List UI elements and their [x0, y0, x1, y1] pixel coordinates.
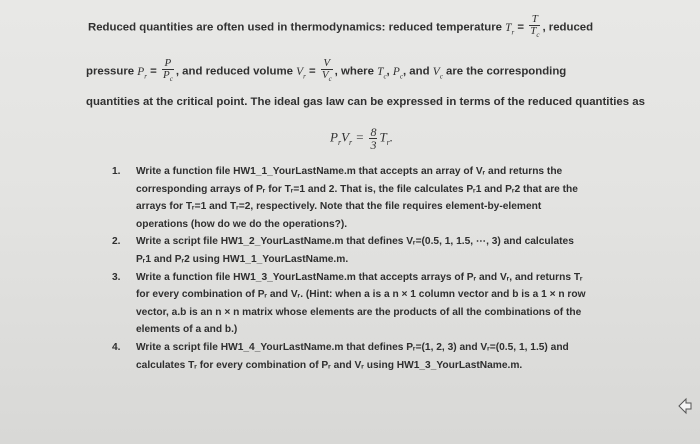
reduced-temperature-symbol: $T_r$	[505, 21, 515, 36]
critical-volume-symbol: $V_c$	[432, 65, 443, 80]
item-line: operations (how do we do the operations?).	[136, 218, 348, 230]
intro-text: , reduced	[542, 21, 594, 34]
equals-sign: =	[309, 65, 316, 78]
item-line: Write a script file HW1_2_YourLastName.m that defines Vᵣ=(0.5, 1, 1.5, ⋯, 3) and calculates	[136, 236, 574, 248]
pressure-fraction: $\frac{P}{P_c}$	[163, 57, 173, 84]
equals-sign: =	[517, 21, 525, 34]
intro-line-2: pressure $P_r$ = $\frac{P}{P_c}$ , and reduced volume $V_r$ = $\frac{V}{V_c}$ , where $T_c$, $P_c$, and $V_c$ are the corresponding	[86, 57, 567, 84]
temperature-fraction: $\frac{T}{T_c}$	[530, 13, 540, 40]
item-line: for every combination of Pᵣ and Vᵣ. (Hint: when a is a n × 1 column vector and b is a 1 × n row	[136, 289, 586, 301]
intro-text: , and	[402, 65, 430, 78]
task-item-4	[112, 339, 652, 374]
item-number: 1.	[112, 166, 121, 177]
task-item-1	[112, 163, 652, 233]
reduced-gas-law-formula: $P_rV_r$ = $\frac{8}{3}$ $T_r$.	[330, 125, 394, 152]
task-item-3	[112, 269, 652, 339]
item-line: vector, a.b is an n × n matrix whose elements are the products of all the combinations of the	[136, 306, 582, 318]
intro-line-1	[88, 14, 593, 41]
item-line: Write a function file HW1_1_YourLastName.m that accepts an array of Vᵣ and returns the	[136, 166, 563, 177]
reduced-volume-symbol: $V_r$	[296, 65, 306, 80]
item-number: 4.	[112, 341, 121, 353]
equals-sign: =	[150, 65, 157, 78]
item-line: Write a function file HW1_3_YourLastName.m that accepts arrays of Pᵣ and Vᵣ, and returns Tᵣ	[136, 271, 583, 283]
item-line: arrays for Tᵣ=1 and Tᵣ=2, respectively. Note that the file requires element-by-element	[136, 201, 542, 213]
intro-text: , where	[334, 65, 374, 78]
task-list	[112, 163, 652, 374]
intro-text: pressure	[86, 65, 135, 78]
item-line: Write a script file HW1_4_YourLastName.m that defines Pᵣ=(1, 2, 3) and Vᵣ=(0.5, 1, 1.5) and	[136, 341, 569, 353]
task-item-2	[112, 233, 652, 268]
intro-text: are the corresponding	[445, 65, 567, 78]
critical-pressure-symbol: $P_c$	[392, 65, 403, 80]
item-line: calculates Tᵣ for every combination of Pᵣ and Vᵣ using HW1_3_YourLastName.m.	[136, 359, 523, 371]
item-line: corresponding arrays of Pᵣ for Tᵣ=1 and 2. That is, the file calculates Pᵣ1 and Pᵣ2 that are the	[136, 183, 578, 195]
reduced-pressure-symbol: $P_r$	[137, 65, 147, 80]
intro-text: , and reduced volume	[175, 65, 293, 78]
item-line: Pᵣ1 and Pᵣ2 using HW1_1_YourLastName.m.	[136, 253, 349, 265]
volume-fraction: $\frac{V}{V_c}$	[321, 57, 332, 84]
critical-temperature-symbol: $T_c$	[377, 65, 387, 80]
intro-text: Reduced quantities are often used in thermodynamics: reduced temperature	[88, 21, 502, 34]
item-number: 2.	[112, 236, 121, 248]
intro-line-3: quantities at the critical point. The ideal gas law can be expressed in terms of the reduced quantities as	[86, 96, 645, 108]
formula-fraction: $\frac{8}{3}$	[370, 125, 377, 152]
item-number: 3.	[112, 271, 121, 283]
mouse-pointer-icon	[677, 397, 693, 415]
item-line: elements of a and b.)	[136, 324, 238, 336]
